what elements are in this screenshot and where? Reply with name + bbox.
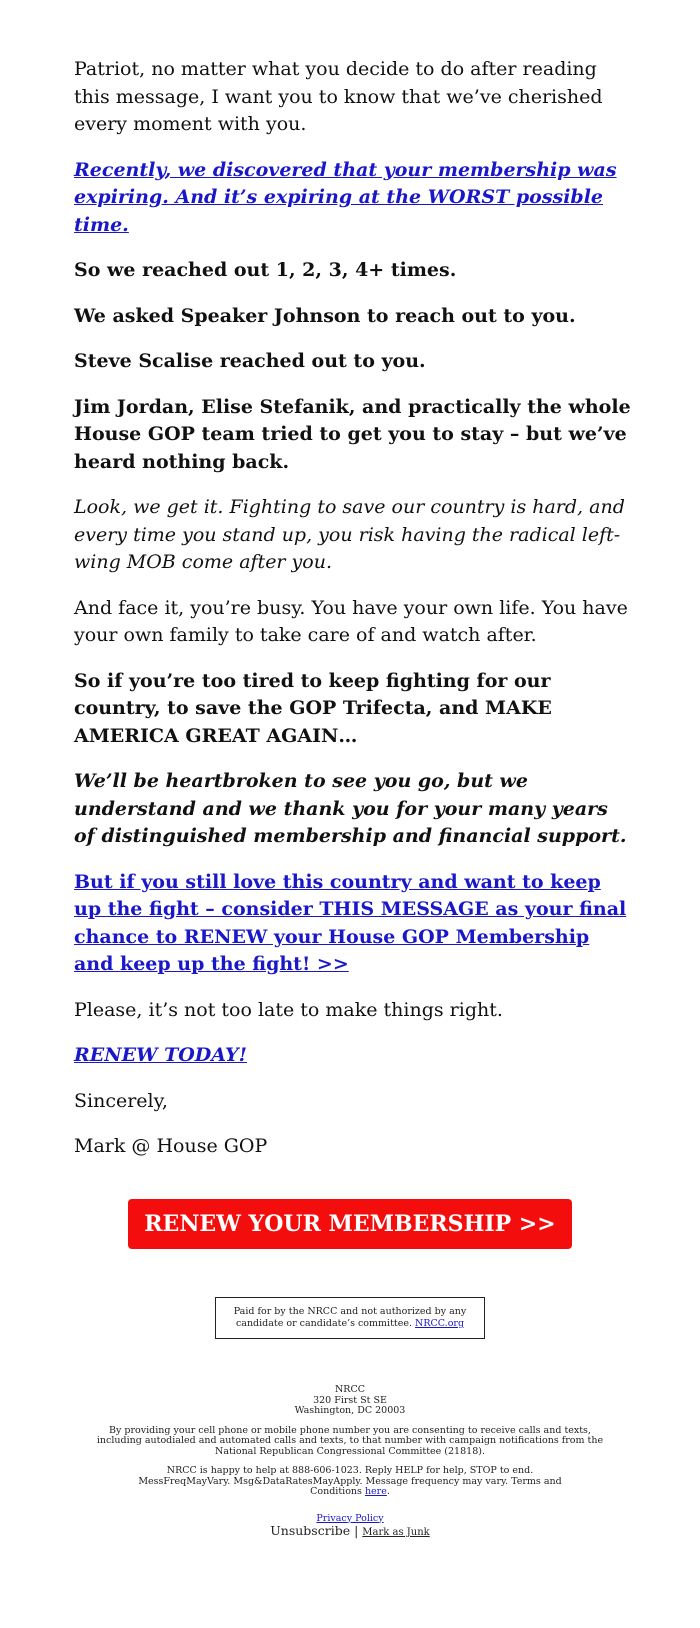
team-paragraph: Jim Jordan, Elise Stefanik, and practically the whole House GOP team tried to get you to stay – but we’ve heard nothing back. xyxy=(74,395,631,473)
nrcc-org-link[interactable]: NRCC.org xyxy=(415,1317,465,1329)
heartbroken-paragraph: We’ll be heartbroken to see you go, but we understand and we thank you for your many years of distinguished membership and financial support. xyxy=(74,770,627,847)
final-chance-paragraph xyxy=(74,869,634,979)
unsubscribe-separator: | xyxy=(354,1523,359,1538)
mark-as-junk-link[interactable]: Mark as Junk xyxy=(362,1527,430,1538)
email-body xyxy=(74,56,634,1179)
footer-org: NRCC xyxy=(334,1384,365,1395)
not-too-late-paragraph: Please, it’s not too late to make things right. xyxy=(74,998,503,1021)
cta-container xyxy=(0,1199,700,1249)
privacy-policy-link[interactable]: Privacy Policy xyxy=(316,1512,384,1524)
footer-legal: By providing your cell phone or mobile phone number you are consenting to receive calls and texts, including autodialed and automated calls and texts, to that number with campaign notifications from the National Republican Congressional Committee (21818). xyxy=(96,1424,604,1457)
scalise-paragraph: Steve Scalise reached out to you. xyxy=(74,350,426,372)
footer-street: 320 First St SE xyxy=(313,1394,387,1406)
disclaimer-text: Paid for by the NRCC and not authorized by any candidate or candidate’s committee. xyxy=(233,1306,467,1329)
expiring-link[interactable]: Recently, we discovered that your membership was expiring. And it’s expiring at the WORST possible time. xyxy=(74,158,617,236)
signature: Mark @ House GOP xyxy=(74,1135,268,1157)
speaker-paragraph: We asked Speaker Johnson to reach out to you. xyxy=(74,304,576,327)
unsubscribe-link[interactable]: Unsubscribe xyxy=(270,1523,351,1538)
busy-paragraph: And face it, you’re busy. You have your own life. You have your own family to take care of and watch after. xyxy=(74,596,628,646)
sign-off: Sincerely, xyxy=(74,1089,168,1112)
footer-help: NRCC is happy to help at 888-606-1023. Reply HELP for help, STOP to end. MessFreqMayVary. Msg&DataRatesMayApply. Message frequency may vary. Terms and Conditions here. xyxy=(138,1465,562,1497)
email-footer xyxy=(0,1385,700,1540)
reached-out-paragraph: So we reached out 1, 2, 3, 4+ times. xyxy=(74,259,457,281)
unsubscribe-row xyxy=(0,1524,700,1540)
tired-paragraph: So if you’re too tired to keep fighting for our country, to save the GOP Trifecta, and MAKE AMERICA GREAT AGAIN… xyxy=(74,669,552,747)
renew-today-link[interactable]: RENEW TODAY! xyxy=(74,1044,247,1066)
mob-paragraph: Look, we get it. Fighting to save our country is hard, and every time you stand up, you risk having the radical left-wing MOB come after you. xyxy=(74,496,625,573)
final-chance-link[interactable]: But if you still love this country and want to keep up the fight – consider THIS MESSAGE as your final chance to RENEW your House GOP Membership and keep up the fight! >> xyxy=(74,870,627,975)
terms-link[interactable]: here xyxy=(364,1486,387,1497)
footer-address xyxy=(0,1385,700,1417)
renew-today-paragraph xyxy=(74,1042,634,1070)
expiring-paragraph xyxy=(74,157,634,240)
footer-help-text: NRCC is happy to help at 888-606-1023. Reply HELP for help, STOP to end. MessFreqMayVary. Msg&DataRatesMayApply. Message frequency may vary. Terms and Conditions xyxy=(138,1465,562,1497)
footer-city: Washington, DC 20003 xyxy=(294,1405,406,1416)
intro-paragraph: Patriot, no matter what you decide to do after reading this message, I want you to know that we’ve cherished every moment with you. xyxy=(74,58,603,135)
paid-for-disclaimer xyxy=(215,1297,485,1339)
renew-membership-button[interactable]: RENEW YOUR MEMBERSHIP >> xyxy=(128,1199,572,1249)
